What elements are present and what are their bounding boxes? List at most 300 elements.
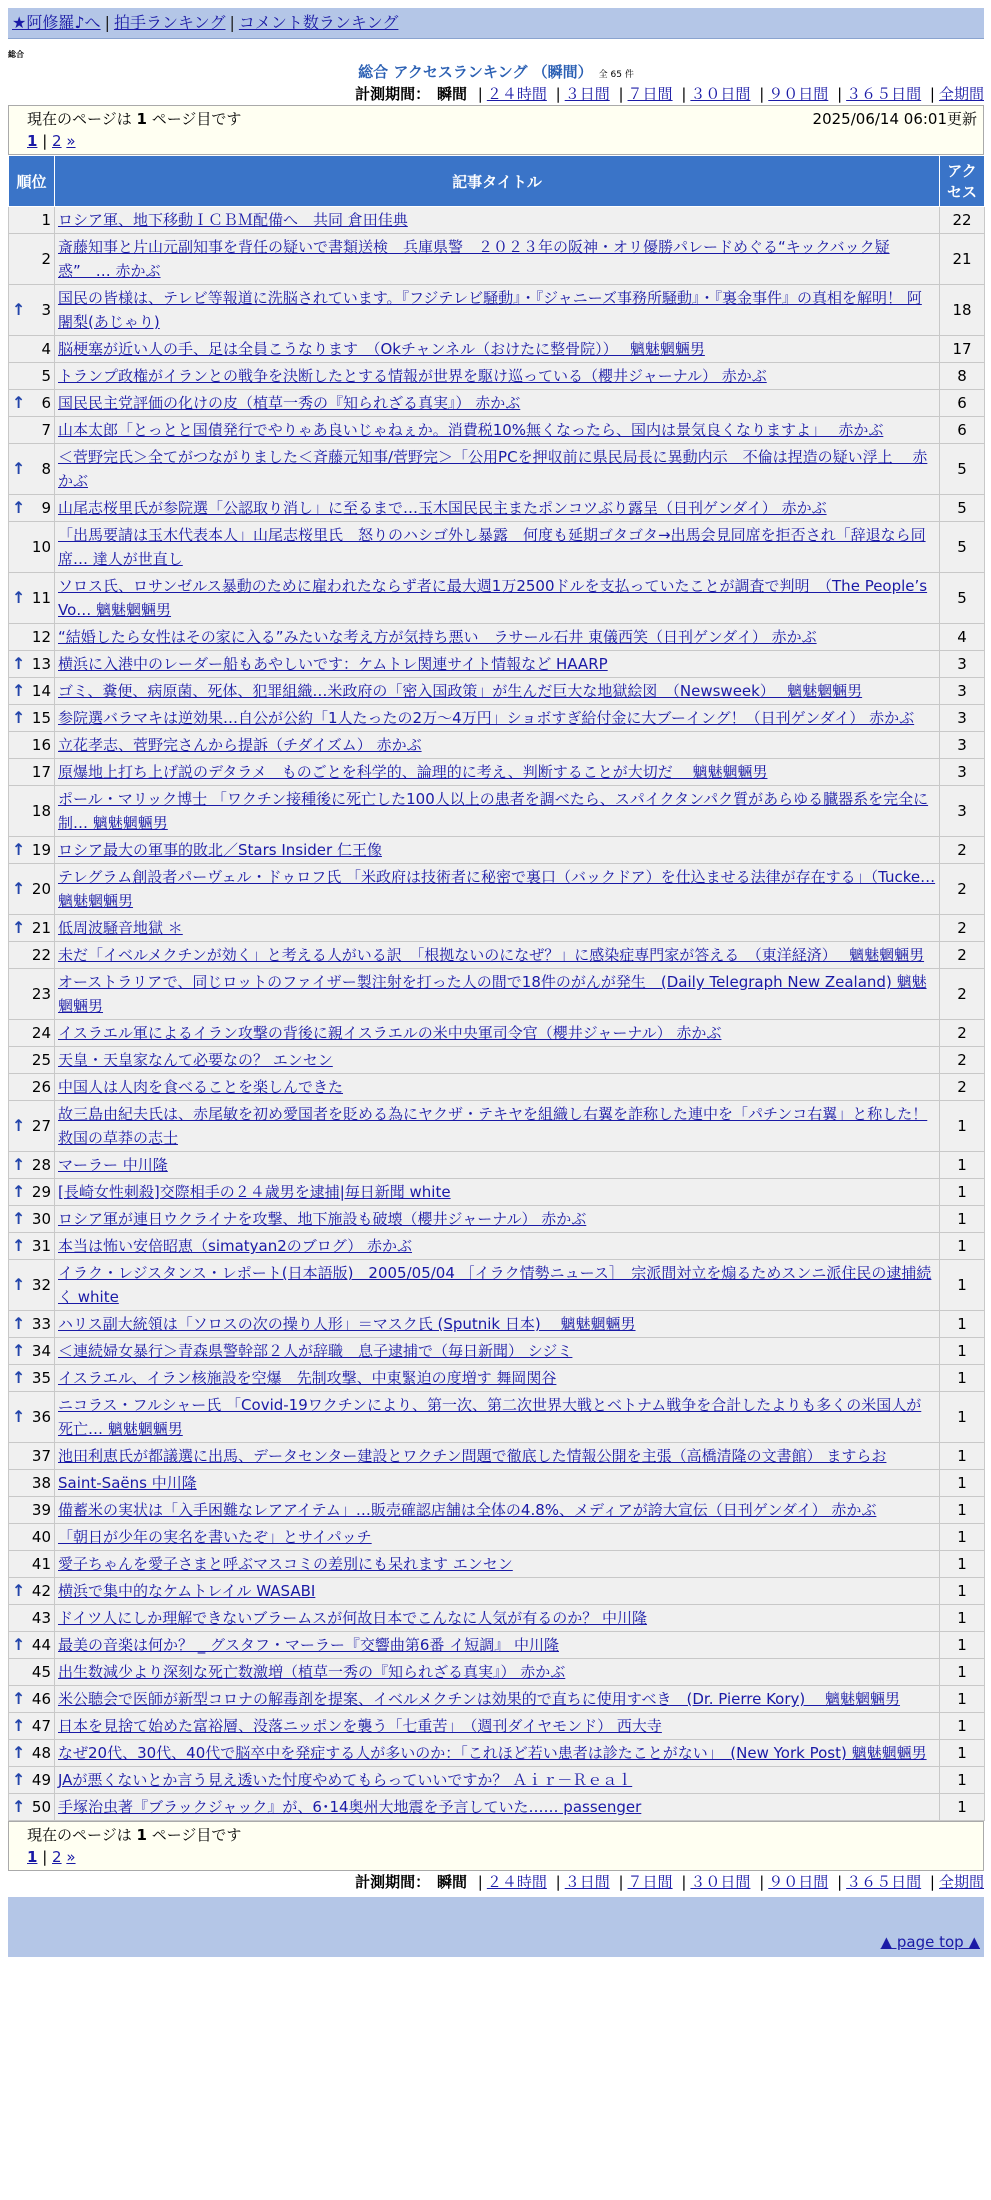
title-cell — [55, 1233, 940, 1260]
title-cell — [55, 1578, 940, 1605]
title-cell — [55, 573, 940, 624]
title-cell — [55, 495, 940, 522]
rank-up-arrow-icon: ↑ — [12, 1407, 26, 1426]
rank-up-arrow-icon: ↑ — [12, 1182, 26, 1201]
access-count: 1 — [940, 1713, 985, 1740]
access-count: 1 — [940, 1470, 985, 1497]
access-count: 1 — [940, 1524, 985, 1551]
access-count: 1 — [940, 1152, 985, 1179]
title-cell — [55, 363, 940, 390]
article-link[interactable]: [長崎女性刺殺]交際相手の２４歳男を逮捕|毎日新聞 white — [58, 1183, 451, 1201]
article-link[interactable]: 米公聴会で医師が新型コロナの解毒剤を提案、イベルメクチンは効果的で直ちに使用すべき (Dr. Pierre Kory) 魑魅魍魎男 — [58, 1690, 901, 1708]
rank-cell — [9, 207, 55, 234]
period-link-7d[interactable]: ７日間 — [627, 1873, 673, 1891]
rank-cell — [9, 1074, 55, 1101]
asyura-home-link[interactable]: ★阿修羅♪へ — [12, 13, 101, 32]
access-count: 1 — [940, 1605, 985, 1632]
article-link[interactable]: トランプ政権がイランとの戦争を決断したとする情報が世界を駆け巡っている（櫻井ジャーナル） 赤かぶ — [58, 367, 767, 385]
table-row — [9, 573, 985, 624]
table-row — [9, 1497, 985, 1524]
rank-cell — [9, 837, 55, 864]
rank-number: 10 — [31, 538, 51, 556]
page-top-link[interactable]: ▲ page top ▲ — [880, 1933, 980, 1951]
rank-up-arrow-icon: ↑ — [12, 1236, 26, 1255]
period-link-3d[interactable]: ３日間 — [564, 85, 610, 103]
access-count: 3 — [940, 786, 985, 837]
rank-number: 40 — [31, 1528, 51, 1546]
rank-cell — [9, 1605, 55, 1632]
period-label: 計測期間： — [355, 85, 431, 103]
rank-cell — [9, 651, 55, 678]
rank-up-arrow-icon: ↑ — [12, 918, 26, 937]
access-count: 2 — [940, 1020, 985, 1047]
rank-cell — [9, 1152, 55, 1179]
title-cell — [55, 1338, 940, 1365]
rank-number: 16 — [31, 736, 51, 754]
article-link[interactable]: 山尾志桜里氏が参院選「公認取り消し」に至るまで…玉木国民民主またポンコツぶり露呈（日刊ゲンダイ） 赤かぶ — [58, 499, 827, 517]
rank-cell — [9, 1632, 55, 1659]
rank-number: 22 — [31, 946, 51, 964]
rank-cell — [9, 444, 55, 495]
article-link[interactable]: オーストラリアで、同じロットのファイザー製注射を打った人の間で18件のがんが発生 (Daily Telegraph New Zealand) 魑魅魍魎男 — [58, 973, 927, 1015]
access-count: 1 — [940, 1233, 985, 1260]
rank-number: 5 — [41, 367, 51, 385]
rank-up-arrow-icon: ↑ — [12, 1635, 26, 1654]
article-link[interactable]: ポール・マリック博士 「ワクチン接種後に死亡した100人以上の患者を調べたら、スパイクタンパク質があらゆる臓器系を完全に制… 魑魅魍魎男 — [58, 790, 929, 832]
rank-number: 3 — [41, 301, 51, 319]
title-cell — [55, 1740, 940, 1767]
rank-cell — [9, 573, 55, 624]
rank-cell — [9, 705, 55, 732]
article-link[interactable]: 手塚治虫著『ブラックジャック』が、6･14奥州大地震を予言していた…… passenger — [58, 1798, 642, 1816]
article-link[interactable]: “結婚したら女性はその家に入る”みたいな考え方が気持ち悪い ラサール石井 東儀西笑（日刊ゲンダイ） 赤かぶ — [58, 628, 817, 646]
title-cell — [55, 1713, 940, 1740]
title-cell — [55, 1470, 940, 1497]
access-count: 2 — [940, 942, 985, 969]
access-count: 1 — [940, 1686, 985, 1713]
article-link[interactable]: 低周波騒音地獄 ＊ — [58, 919, 183, 937]
access-count: 1 — [940, 1365, 985, 1392]
access-count: 5 — [940, 495, 985, 522]
comment-ranking-link[interactable]: コメント数ランキング — [238, 13, 399, 32]
table-row — [9, 1101, 985, 1152]
table-row — [9, 444, 985, 495]
access-count: 22 — [940, 207, 985, 234]
rank-number: 33 — [31, 1315, 51, 1333]
access-count: 1 — [940, 1794, 985, 1821]
table-row — [9, 1524, 985, 1551]
page-2-link[interactable]: 2 — [52, 1848, 62, 1866]
rank-number: 9 — [41, 499, 51, 517]
rank-up-arrow-icon: ↑ — [12, 654, 26, 673]
access-count: 4 — [940, 624, 985, 651]
period-link-24h[interactable]: ２４時間 — [486, 85, 547, 103]
title-cell — [55, 285, 940, 336]
title-cell — [55, 651, 940, 678]
table-row — [9, 1392, 985, 1443]
period-current: 瞬間 — [436, 85, 467, 103]
article-link[interactable]: 山本太郎「とっとと国債発行でやりゃあ良いじゃねぇか。消費税10%無くなったら、国内は景気良くなりますよ」 赤かぶ — [58, 421, 884, 439]
rank-cell — [9, 1047, 55, 1074]
article-link[interactable]: 斎藤知事と片山元副知事を背任の疑いで書類送検 兵庫県警 ２０２３年の阪神・オリ優勝パレードめぐる“キックバック疑惑” … 赤かぶ — [58, 238, 890, 280]
table-row — [9, 390, 985, 417]
table-row — [9, 1605, 985, 1632]
title-cell — [55, 1767, 940, 1794]
article-link[interactable]: イスラエル、イラン核施設を空爆 先制攻撃、中東緊迫の度増す 舞岡関谷 — [58, 1369, 557, 1387]
col-rank-header: 順位 — [9, 156, 55, 207]
title-cell — [55, 969, 940, 1020]
article-link[interactable]: 国民民主党評価の化けの皮（植草一秀の『知られざる真実』） 赤かぶ — [58, 394, 521, 412]
access-count: 2 — [940, 1047, 985, 1074]
table-row — [9, 1020, 985, 1047]
title-cell — [55, 1443, 940, 1470]
rank-number: 46 — [31, 1690, 51, 1708]
article-link[interactable]: 脳梗塞が近い人の手、足は全員こうなります （Okチャンネル（おけたに整骨院）） 魑魅魍魎男 — [58, 340, 705, 358]
pager-top: 現在のページは 1 ページ目です 2025/06/14 06:01更新 1 | 2 » — [8, 105, 984, 155]
rank-cell — [9, 1233, 55, 1260]
article-link[interactable]: イスラエル軍によるイラン攻撃の背後に親イスラエルの米中央軍司令官（櫻井ジャーナル） 赤かぶ — [58, 1024, 722, 1042]
rank-number: 34 — [31, 1342, 51, 1360]
article-link[interactable]: 池田利恵氏が都議選に出馬、データセンター建設とワクチン問題で徹底した情報公開を主張（高橋清隆の文書館） ますらお — [58, 1447, 887, 1465]
rank-number: 23 — [31, 985, 51, 1003]
table-row — [9, 285, 985, 336]
table-row — [9, 1311, 985, 1338]
title-cell — [55, 624, 940, 651]
rank-up-arrow-icon: ↑ — [12, 1155, 26, 1174]
title-cell — [55, 705, 940, 732]
title-cell — [55, 1605, 940, 1632]
period-link-30d[interactable]: ３０日間 — [690, 85, 751, 103]
table-row — [9, 1470, 985, 1497]
period-link-7d[interactable]: ７日間 — [627, 85, 673, 103]
col-title-header: 記事タイトル — [55, 156, 940, 207]
article-link[interactable]: ＜連続婦女暴行＞青森県警幹部２人が辞職 息子逮捕で（毎日新聞） シジミ — [58, 1342, 573, 1360]
rank-cell — [9, 1551, 55, 1578]
rank-number: 21 — [31, 919, 51, 937]
rank-up-arrow-icon: ↑ — [12, 498, 26, 517]
title-cell — [55, 207, 940, 234]
period-link-all[interactable]: 全期間 — [938, 85, 984, 103]
article-link[interactable]: テレグラム創設者パーヴェル・ドゥロフ氏 「米政府は技術者に秘密で裏口（バックドア）を仕込ませる法律が存在する」（Tucke… 魑魅魍魎男 — [58, 868, 936, 910]
article-link[interactable]: イラク・レジスタンス・レポート(日本語版) 2005/05/04 ［イラク情勢ニュース］ 宗派間対立を煽るためスンニ派住民の逮捕続く white — [58, 1264, 932, 1306]
access-count: 1 — [940, 1338, 985, 1365]
page-1-link[interactable]: 1 — [27, 132, 38, 150]
item-count: 全 65 件 — [598, 70, 634, 80]
title-cell — [55, 390, 940, 417]
rank-cell — [9, 969, 55, 1020]
rank-number: 11 — [31, 589, 51, 607]
top-nav-bar — [8, 8, 984, 39]
title-cell — [55, 1260, 940, 1311]
access-count: 3 — [940, 651, 985, 678]
rank-number: 50 — [31, 1798, 51, 1816]
article-link[interactable]: ニコラス・フルシャー氏 「Covid-19ワクチンにより、第一次、第二次世界大戦とベトナム戦争を合計したよりも多くの米国人が死亡… 魑魅魍魎男 — [58, 1396, 922, 1438]
period-link-3d[interactable]: ３日間 — [564, 1873, 610, 1891]
article-link[interactable]: ゴミ、糞便、病原菌、死体、犯罪組織…米政府の「密入国政策」が生んだ巨大な地獄絵図 （Newsweek） 魑魅魍魎男 — [58, 682, 863, 700]
rank-cell — [9, 1524, 55, 1551]
access-count: 1 — [940, 1311, 985, 1338]
table-row — [9, 1686, 985, 1713]
access-count: 1 — [940, 1392, 985, 1443]
title-cell — [55, 915, 940, 942]
rank-up-arrow-icon: ↑ — [12, 1209, 26, 1228]
article-link[interactable]: ロシア軍が連日ウクライナを攻撃、地下施設も破壊（櫻井ジャーナル） 赤かぶ — [58, 1210, 587, 1228]
title-cell — [55, 678, 940, 705]
title-cell — [55, 1632, 940, 1659]
table-row — [9, 732, 985, 759]
rank-number: 35 — [31, 1369, 51, 1387]
article-link[interactable]: 故三島由紀夫氏は、赤尾敏を初め愛国者を貶める為にヤクザ・テキヤを組織し右翼を詐称した連中を「パチンコ右翼」と称した！ 救国の草莽の志士 — [58, 1105, 928, 1147]
article-link[interactable]: 日本を見捨て始めた富裕層、没落ニッポンを襲う「七重苦」 （週刊ダイヤモンド） 西大寺 — [58, 1717, 662, 1735]
table-row — [9, 1047, 985, 1074]
rank-up-arrow-icon: ↑ — [12, 1275, 26, 1294]
rank-cell — [9, 786, 55, 837]
title-cell — [55, 1524, 940, 1551]
rank-cell — [9, 234, 55, 285]
table-row — [9, 495, 985, 522]
rank-cell — [9, 1470, 55, 1497]
title-cell — [55, 234, 940, 285]
rank-up-arrow-icon: ↑ — [12, 1116, 26, 1135]
rank-number: 31 — [31, 1237, 51, 1255]
rank-number: 4 — [41, 340, 51, 358]
table-row — [9, 759, 985, 786]
rank-number: 44 — [31, 1636, 51, 1654]
rank-cell — [9, 1206, 55, 1233]
title-cell — [55, 837, 940, 864]
rank-number: 1 — [41, 211, 51, 229]
table-row — [9, 1551, 985, 1578]
article-link[interactable]: 国民の皆様は、テレビ等報道に洗脳されています。『フジテレビ騒動』・『ジャニーズ事務所騒動』・『裏金事件』の真相を解明！ 阿闍梨(あじゃり) — [58, 289, 922, 331]
rank-up-arrow-icon: ↑ — [12, 1797, 26, 1816]
period-link-365d[interactable]: ３６５日間 — [846, 85, 922, 103]
article-link[interactable]: ドイツ人にしか理解できないブラームスが何故日本でこんなに人気が有るのか？ 中川隆 — [58, 1609, 648, 1627]
rank-cell — [9, 417, 55, 444]
article-link[interactable]: ソロス氏、ロサンゼルス暴動のために雇われたならず者に最大週1万2500ドルを支払っていたことが調査で判明 （The People’s Vo… 魑魅魍魎男 — [58, 577, 928, 619]
rank-cell — [9, 1740, 55, 1767]
rank-number: 14 — [31, 682, 51, 700]
rank-number: 28 — [31, 1156, 51, 1174]
article-link[interactable]: マーラー 中川隆 — [58, 1156, 168, 1174]
rank-number: 15 — [31, 709, 51, 727]
period-link-90d[interactable]: ９０日間 — [768, 1873, 829, 1891]
applause-ranking-link[interactable]: 拍手ランキング — [113, 13, 226, 32]
rank-number: 32 — [31, 1276, 51, 1294]
table-row — [9, 942, 985, 969]
rank-number: 25 — [31, 1051, 51, 1069]
access-count: 1 — [940, 1551, 985, 1578]
rank-number: 42 — [31, 1582, 51, 1600]
table-row — [9, 624, 985, 651]
rank-number: 30 — [31, 1210, 51, 1228]
rank-cell — [9, 1338, 55, 1365]
article-link[interactable]: 未だ「イベルメクチンが効く」と考える人がいる訳 「根拠ないのになぜ？」に感染症専門家が答える （東洋経済） 魑魅魍魎男 — [58, 946, 925, 964]
col-access-header: アクセス — [940, 156, 985, 207]
rank-number: 45 — [31, 1663, 51, 1681]
rank-up-arrow-icon: ↑ — [12, 300, 26, 319]
rank-number: 18 — [31, 802, 51, 820]
rank-number: 17 — [31, 763, 51, 781]
article-link[interactable]: なぜ20代、30代、40代で脳卒中を発症する人が多いのか：「これほど若い患者は診たことがない」 (New York Post) 魑魅魍魎男 — [58, 1744, 927, 1762]
period-current: 瞬間 — [436, 1873, 467, 1891]
table-row — [9, 1260, 985, 1311]
rank-cell — [9, 732, 55, 759]
period-link-90d[interactable]: ９０日間 — [768, 85, 829, 103]
access-count: 21 — [940, 234, 985, 285]
title-cell — [55, 1392, 940, 1443]
rank-up-arrow-icon: ↑ — [12, 1770, 26, 1789]
article-link[interactable]: 天皇・天皇家なんて必要なの？ エンセン — [58, 1051, 333, 1069]
title-cell — [55, 1794, 940, 1821]
article-link[interactable]: ロシア最大の軍事的敗北／Stars Insider 仁王像 — [58, 841, 382, 859]
access-count: 5 — [940, 573, 985, 624]
access-count: 1 — [940, 1206, 985, 1233]
table-row — [9, 1206, 985, 1233]
access-count: 6 — [940, 390, 985, 417]
period-link-30d[interactable]: ３０日間 — [690, 1873, 751, 1891]
table-row — [9, 1740, 985, 1767]
table-row — [9, 522, 985, 573]
rank-cell — [9, 336, 55, 363]
title-cell — [55, 1659, 940, 1686]
next-page-link[interactable]: » — [66, 1848, 76, 1866]
rank-up-arrow-icon: ↑ — [12, 879, 26, 898]
article-link[interactable]: 原爆地上打ち上げ説のデタラメ ものごとを科学的、論理的に考え、判断することが大切だ 魑魅魍魎男 — [58, 763, 768, 781]
rank-cell — [9, 1443, 55, 1470]
rank-cell — [9, 1392, 55, 1443]
article-link[interactable]: 愛子ちゃんを愛子さまと呼ぶマスコミの差別にも呆れます エンセン — [58, 1555, 513, 1573]
page-2-link[interactable]: 2 — [52, 132, 62, 150]
title-cell — [55, 444, 940, 495]
title-cell — [55, 1497, 940, 1524]
page-1-link[interactable]: 1 — [27, 1848, 38, 1866]
article-link[interactable]: 「朝日が少年の実名を書いたぞ」とサイパッチ — [58, 1528, 372, 1546]
article-link[interactable]: Saint-Saëns 中川隆 — [58, 1474, 197, 1492]
title-cell — [55, 759, 940, 786]
nav-separator: | — [229, 13, 235, 32]
table-row — [9, 1443, 985, 1470]
title-cell — [55, 336, 940, 363]
rank-cell — [9, 864, 55, 915]
next-page-link[interactable]: » — [66, 132, 76, 150]
rank-number: 41 — [31, 1555, 51, 1573]
article-link[interactable]: 横浜で集中的なケムトレイル WASABI — [58, 1582, 316, 1600]
period-selector-top: 計測期間： 瞬間 | ２４時間 | ３日間 | ７日間 | ３０日間 | ９０日間 | ３６５日間 | 全期間 — [355, 85, 984, 103]
table-row — [9, 864, 985, 915]
article-link[interactable]: ＜菅野完氏＞全てがつながりました＜斉藤元知事/菅野完＞「公用PCを押収前に県民局長に異動内示 不倫は捏造の疑い浮上 赤かぶ — [58, 448, 928, 490]
rank-cell — [9, 915, 55, 942]
article-link[interactable]: 本当は怖い安倍昭恵（simatyan2のブログ） 赤かぶ — [58, 1237, 413, 1255]
rank-cell — [9, 1365, 55, 1392]
table-row — [9, 969, 985, 1020]
table-row — [9, 336, 985, 363]
rank-cell — [9, 1794, 55, 1821]
rank-number: 27 — [31, 1117, 51, 1135]
table-row — [9, 1233, 985, 1260]
title-cell — [55, 732, 940, 759]
page-indicator: 現在のページは 1 ページ目です — [27, 110, 242, 128]
table-row — [9, 207, 985, 234]
rank-up-arrow-icon: ↑ — [12, 459, 26, 478]
rank-cell — [9, 495, 55, 522]
article-link[interactable]: 横浜に入港中のレーダー船もあやしいです：ケムトレ関連サイト情報など HAARP — [58, 655, 608, 673]
access-count: 3 — [940, 732, 985, 759]
period-label: 計測期間： — [355, 1873, 431, 1891]
rank-cell — [9, 1686, 55, 1713]
rank-cell — [9, 1497, 55, 1524]
access-count: 1 — [940, 1260, 985, 1311]
article-link[interactable]: 備蓄米の実状は「入手困難なレアアイテム」…販売確認店舗は全体の4.8%、メディアが誇大宣伝（日刊ゲンダイ） 赤かぶ — [58, 1501, 877, 1519]
table-row — [9, 837, 985, 864]
access-count: 3 — [940, 759, 985, 786]
article-link[interactable]: 立花孝志、菅野完さんから提訴（チダイズム） 赤かぶ — [58, 736, 422, 754]
article-link[interactable]: 最美の音楽は何か？ _ グスタフ・マーラー『交響曲第6番 イ短調』 中川隆 — [58, 1636, 559, 1654]
rank-cell — [9, 522, 55, 573]
rank-cell — [9, 1101, 55, 1152]
rank-number: 29 — [31, 1183, 51, 1201]
table-row — [9, 915, 985, 942]
title-cell — [55, 942, 940, 969]
rank-number: 43 — [31, 1609, 51, 1627]
access-count: 2 — [940, 969, 985, 1020]
rank-up-arrow-icon: ↑ — [12, 1341, 26, 1360]
rank-up-arrow-icon: ↑ — [12, 588, 26, 607]
title-cell — [55, 1074, 940, 1101]
article-link[interactable]: 参院選バラマキは逆効果…自公が公約「1人たったの2万〜4万円」ショボすぎ給付金に大ブーイング！（日刊ゲンダイ） 赤かぶ — [58, 709, 915, 727]
article-link[interactable]: 「出馬要請は玉木代表本人」山尾志桜里氏 怒りのハシゴ外し暴露 何度も延期ゴタゴタ→出馬会見同席を拒否され「辞退なら同席… 達人が世直し — [58, 526, 926, 568]
access-count: 18 — [940, 285, 985, 336]
table-row — [9, 1179, 985, 1206]
title-cell — [55, 1551, 940, 1578]
period-link-365d[interactable]: ３６５日間 — [846, 1873, 922, 1891]
rank-up-arrow-icon: ↑ — [12, 393, 26, 412]
period-link-all[interactable]: 全期間 — [938, 1873, 984, 1891]
rank-up-arrow-icon: ↑ — [12, 1716, 26, 1735]
rank-number: 13 — [31, 655, 51, 673]
rank-up-arrow-icon: ↑ — [12, 840, 26, 859]
rank-number: 26 — [31, 1078, 51, 1096]
rank-cell — [9, 1260, 55, 1311]
period-link-24h[interactable]: ２４時間 — [486, 1873, 547, 1891]
rank-number: 37 — [31, 1447, 51, 1465]
page-title — [8, 61, 984, 83]
article-link[interactable]: 出生数減少より深刻な死亡数激増（植草一秀の『知られざる真実』） 赤かぶ — [58, 1663, 566, 1681]
title-cell — [55, 786, 940, 837]
rank-number: 20 — [31, 880, 51, 898]
rank-cell — [9, 1767, 55, 1794]
rank-number: 19 — [31, 841, 51, 859]
article-link[interactable]: 中国人は人肉を食べることを楽しんできた — [58, 1078, 344, 1096]
title-cell — [55, 1311, 940, 1338]
article-link[interactable]: JAが悪くないとか言う見え透いた忖度やめてもらっていいですか？ Ａｉｒ－Ｒｅａｌ — [58, 1771, 633, 1789]
access-count: 6 — [940, 417, 985, 444]
rank-up-arrow-icon: ↑ — [12, 1581, 26, 1600]
rank-number: 12 — [31, 628, 51, 646]
rank-cell — [9, 390, 55, 417]
article-link[interactable]: ロシア軍、地下移動ＩＣＢＭ配備へ 共同 倉田佳典 — [58, 211, 408, 229]
article-link[interactable]: ハリス副大統領は「ソロスの次の操り人形」＝マスク氏 (Sputnik 日本) 魑魅魍魎男 — [58, 1315, 636, 1333]
table-row — [9, 1365, 985, 1392]
rank-number: 2 — [41, 250, 51, 268]
rank-number: 6 — [41, 394, 51, 412]
rank-cell — [9, 624, 55, 651]
ranking-title: 総合 アクセスランキング （瞬間） — [358, 63, 593, 81]
access-count: 8 — [940, 363, 985, 390]
rank-number: 8 — [41, 460, 51, 478]
rank-up-arrow-icon: ↑ — [12, 708, 26, 727]
access-count: 1 — [940, 1497, 985, 1524]
rank-up-arrow-icon: ↑ — [12, 1314, 26, 1333]
